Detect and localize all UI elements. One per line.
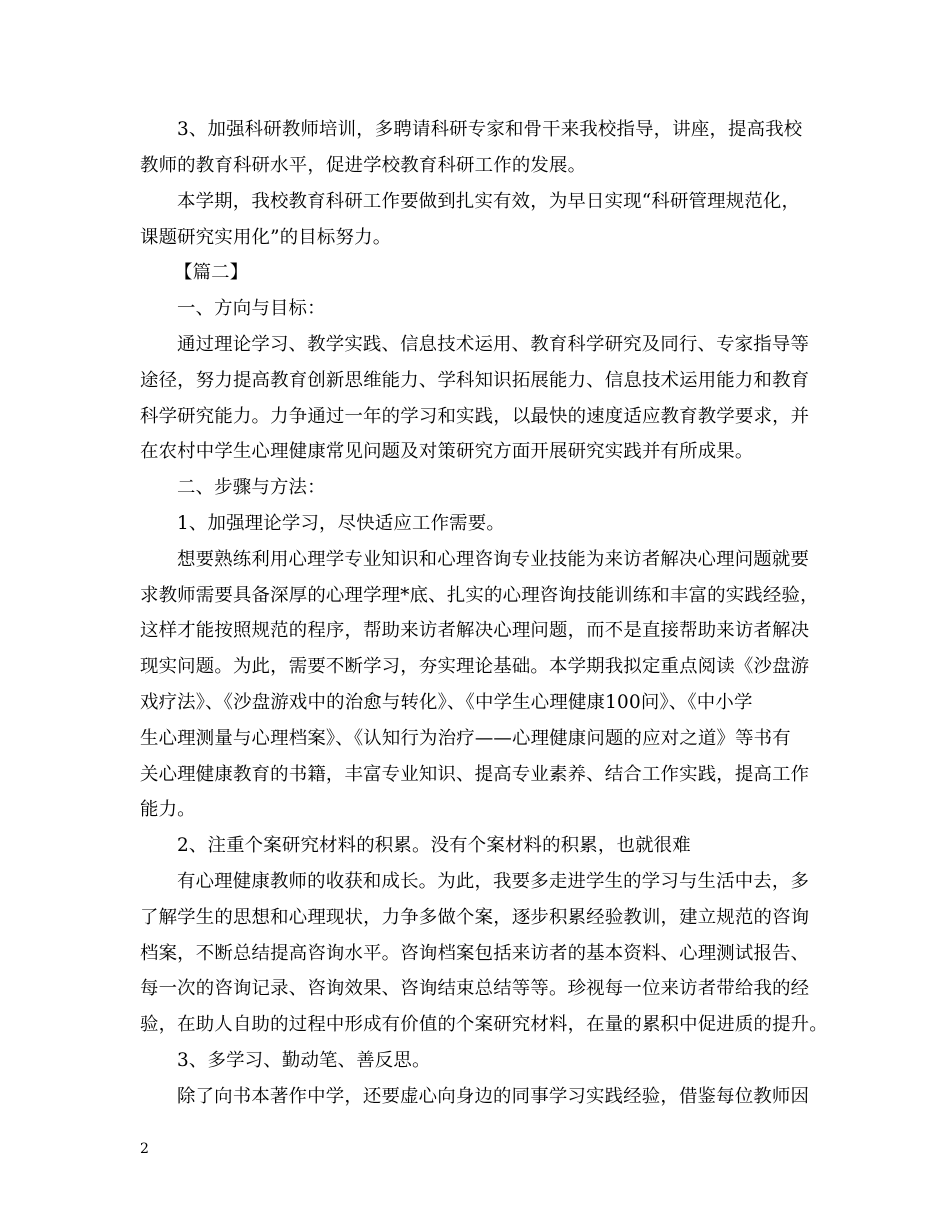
paragraph-line: 课题研究实用化”的目标努力。 (140, 227, 392, 248)
paragraph-line: 生心理测量与心理档案》、《认知行为治疗——心理健康问题的应对之道》等书有 (140, 728, 791, 749)
paragraph-line: 能力。 (140, 799, 196, 820)
paragraph-line: 1、加强理论学习，尽快适应工作需要。 (177, 513, 505, 534)
paragraph-line: 每一次的咨询记录、咨询效果、咨询结束总结等等。珍视每一位来访者带给我的经 (140, 978, 810, 999)
section-heading: 【篇二】 (174, 262, 249, 283)
paragraph-line: 3、加强科研教师培训，多聘请科研专家和骨干来我校指导，讲座，提高我校 (177, 119, 803, 140)
paragraph-line: 科学研究能力。力争通过一年的学习和实践，以最快的速度适应教育教学要求，并 (140, 406, 810, 427)
paragraph-line: 本学期，我校教育科研工作要做到扎实有效，为早日实现“科研管理规范化， (177, 191, 801, 212)
paragraph-line: 3、多学习、勤动笔、善反思。 (177, 1050, 431, 1071)
paragraph-line: 求教师需要具备深厚的心理学理*底、扎实的心理咨询技能训练和丰富的实践经验， (140, 585, 819, 606)
paragraph-line: 2、注重个案研究材料的积累。没有个案材料的积累，也就很难 (177, 835, 691, 856)
paragraph-line: 档案，不断总结提高咨询水平。咨询档案包括来访者的基本资料、心理测试报告、 (140, 943, 810, 964)
paragraph-line: 除了向书本著作中学，还要虚心向身边的同事学习实践经验，借鉴每位教师因 (177, 1086, 810, 1107)
paragraph-line: 戏疗法》、《沙盘游戏中的治愈与转化》、《中学生心理健康100问》、《中小学 (140, 692, 753, 713)
paragraph-line: 想要熟练利用心理学专业知识和心理咨询专业技能为来访者解决心理问题就要 (177, 549, 810, 570)
paragraph-line: 验，在助人自助的过程中形成有价值的个案研究材料，在量的累积中促进质的提升。 (140, 1014, 828, 1035)
paragraph-line: 了解学生的思想和心理现状，力争多做个案，逐步积累经验教训，建立规范的咨询 (140, 907, 810, 928)
page-number: 2 (140, 1141, 149, 1157)
paragraph-line: 这样才能按照规范的程序，帮助来访者解决心理问题，而不是直接帮助来访者解决 (140, 620, 810, 641)
paragraph-line: 现实问题。为此，需要不断学习，夯实理论基础。本学期我拟定重点阅读《沙盘游 (140, 656, 810, 677)
paragraph-line: 有心理健康教师的收获和成长。为此，我要多走进学生的学习与生活中去，多 (177, 871, 810, 892)
paragraph-line: 通过理论学习、教学实践、信息技术运用、教育科学研究及同行、专家指导等 (177, 334, 810, 355)
paragraph-line: 关心理健康教育的书籍，丰富专业知识、提高专业素养、结合工作实践，提高工作 (140, 764, 810, 785)
paragraph-line: 教师的教育科研水平，促进学校教育科研工作的发展。 (140, 155, 587, 176)
subheading-line: 二、步骤与方法： (177, 477, 326, 498)
paragraph-line: 在农村中学生心理健康常见问题及对策研究方面开展研究实践并有所成果。 (140, 441, 754, 462)
subheading-line: 一、方向与目标： (177, 298, 326, 319)
paragraph-line: 途径，努力提高教育创新思维能力、学科知识拓展能力、信息技术运用能力和教育 (140, 370, 810, 391)
